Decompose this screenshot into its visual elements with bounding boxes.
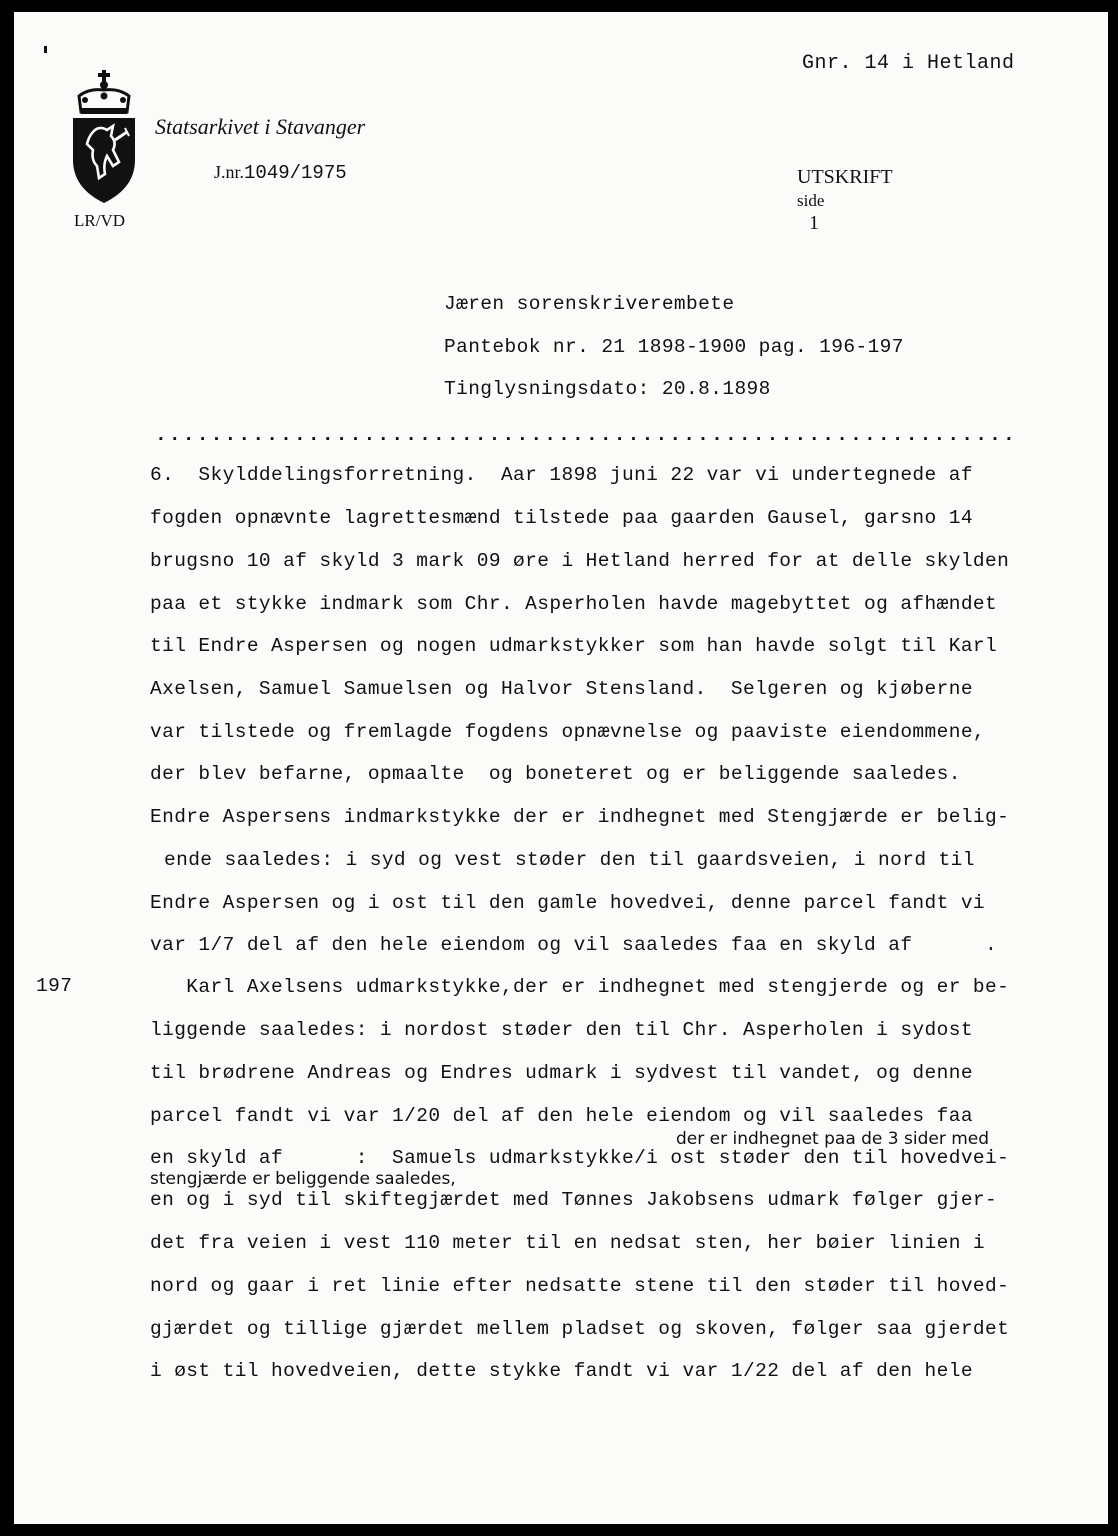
initials: LR/VD (74, 211, 125, 230)
utskrift-label: UTSKRIFT (797, 166, 893, 188)
body-line: en skyld af : Samuels udmarkstykke/i ost støder den til hovedvei- (150, 1147, 1010, 1169)
mortgage-book: Pantebok nr. 21 1898-1900 pag. 196-197 (444, 336, 904, 358)
body-line: Endre Aspersens indmarkstykke der er indhegnet med Stengjærde er belig- (150, 806, 1010, 828)
body-line: en og i syd til skiftegjærdet med Tønnes Jakobsens udmark følger gjer- (150, 1189, 998, 1211)
body-line: gjærdet og tillige gjærdet mellem pladset og skoven, følger saa gjerdet (150, 1318, 1010, 1340)
insertion-below: stengjærde er beliggende saaledes, (150, 1169, 456, 1189)
body-line: det fra veien i vest 110 meter til en nedsat sten, her bøier linien i (150, 1232, 986, 1254)
gnr-reference: Gnr. 14 i Hetland (802, 52, 1015, 75)
margin-page-note: 197 (36, 975, 73, 997)
archive-name: Statsarkivet i Stavanger (155, 114, 366, 139)
utskrift-header (777, 143, 893, 258)
body-line: i øst til hovedveien, dette stykke fandt vi var 1/22 del af den hele (150, 1360, 973, 1382)
body-line: paa et stykke indmark som Chr. Asperholen havde magebyttet og afhændet (150, 593, 998, 615)
body-line: Karl Axelsens udmarkstykke,der er indhegnet med stengjerde og er be- (150, 976, 1010, 998)
body-line: brugsno 10 af skyld 3 mark 09 øre i Hetland herred for at delle skylden (150, 550, 1010, 572)
document-page (14, 12, 1108, 1524)
body-line: fogden opnævnte lagrettesmænd tilstede paa gaarden Gausel, garsno 14 (150, 507, 973, 529)
registration-date: Tinglysningsdato: 20.8.1898 (444, 378, 771, 400)
body-line: ende saaledes: i syd og vest støder den til gaardsveien, i nord til (164, 849, 975, 871)
page-number: 1 (809, 212, 819, 234)
body-line: til brødrene Andreas og Endres udmark i sydvest til vandet, og denne (150, 1062, 973, 1084)
insertion-above: der er indhegnet paa de 3 sider med (676, 1129, 990, 1149)
body-line: liggende saaledes: i nordost støder den til Chr. Asperholen i sydost (150, 1019, 973, 1041)
side-label: side (797, 191, 825, 210)
body-line: nord og gaar i ret linie efter nedsatte stene til den støder til hoved- (150, 1275, 1010, 1297)
body-line: var 1/7 del af den hele eiendom og vil saaledes faa en skyld af . (150, 934, 998, 956)
corner-mark (44, 46, 47, 53)
journal-value: 1049/1975 (244, 162, 347, 184)
dotted-separator: .............................................................. (155, 424, 1017, 446)
body-line: til Endre Aspersen og nogen udmarkstykker som han havde solgt til Karl (150, 635, 998, 657)
journal-number (198, 144, 347, 202)
body-line: 6. Skylddelingsforretning. Aar 1898 juni 22 var vi undertegnede af (150, 464, 973, 486)
body-line: var tilstede og fremlagde fogdens opnævnelse og paaviste eiendommene, (150, 721, 986, 743)
norwegian-coat-of-arms-icon (69, 70, 139, 205)
body-line: der blev befarne, opmaalte og boneteret og er beliggende saaledes. (150, 763, 961, 785)
body-line: parcel fandt vi var 1/20 del af den hele eiendom og vil saaledes faa (150, 1105, 973, 1127)
body-line: Axelsen, Samuel Samuelsen og Halvor Stensland. Selgeren og kjøberne (150, 678, 973, 700)
journal-prefix: J.nr. (214, 162, 245, 182)
body-line: Endre Aspersen og i ost til den gamle hovedvei, denne parcel fandt vi (150, 892, 986, 914)
court-office: Jæren sorenskriverembete (444, 293, 735, 315)
